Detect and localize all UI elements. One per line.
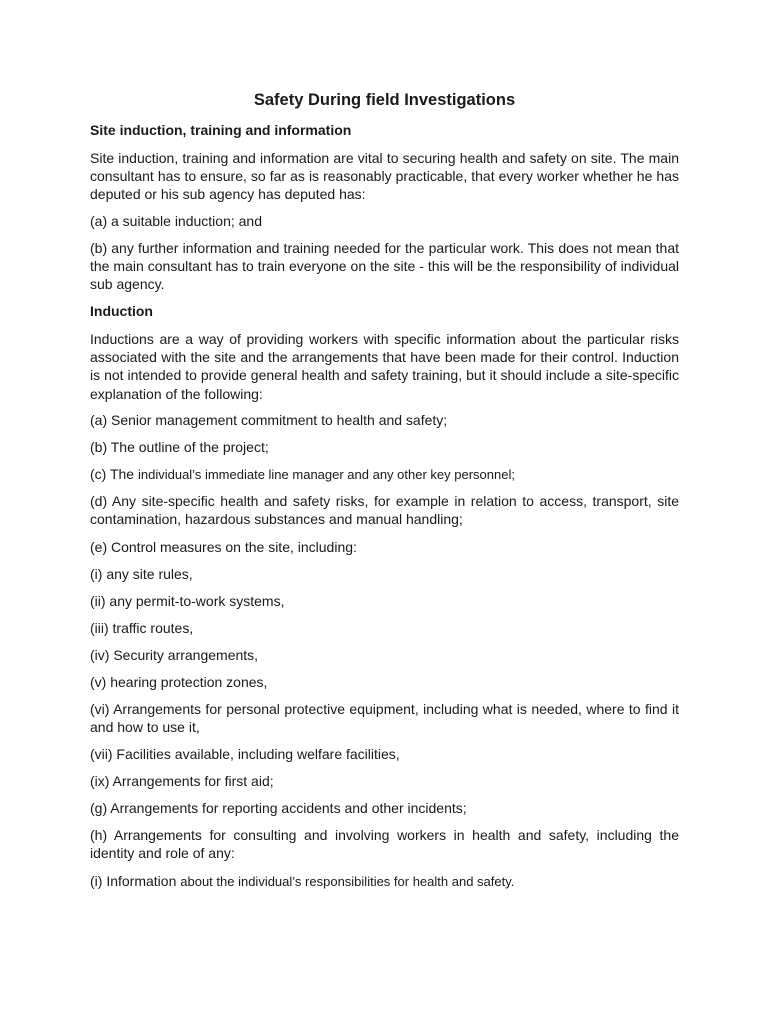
- list-item-a-suitable-induction: (a) a suitable induction; and: [90, 213, 262, 229]
- paragraph-site-induction: Site induction, training and information are vital to securing health and safety on site. The main consultant has to ensure, so far as is reasonably practicable, that every worker whether he has deputed or his sub agency has deputed has:: [90, 150, 679, 203]
- list-item-ii-permit: (ii) any permit-to-work systems,: [90, 593, 285, 609]
- list-item-c-prefix: (c) The: [90, 466, 138, 482]
- list-item-ix-first-aid: (ix) Arrangements for first aid;: [90, 773, 274, 789]
- section-heading-induction: Induction: [90, 303, 153, 319]
- list-item-vi-ppe: (vi) Arrangements for personal protective equipment, including what is needed, where to find it and how to use it,: [90, 701, 679, 736]
- list-item-vii-facilities: (vii) Facilities available, including welfare facilities,: [90, 746, 400, 762]
- list-item-i-responsibilities: [90, 872, 679, 891]
- list-item-c-line-manager: [90, 465, 679, 484]
- list-item-g-reporting: (g) Arrangements for reporting accidents and other incidents;: [90, 800, 467, 816]
- list-item-a-senior-management: (a) Senior management commitment to health and safety;: [90, 412, 448, 428]
- list-item-c-text: individual’s immediate line manager and any other key personnel;: [137, 467, 515, 482]
- list-item-i-prefix: (i) Information: [90, 873, 181, 889]
- document-title: Safety During field Investigations: [253, 91, 516, 109]
- list-item-i-site-rules: (i) any site rules,: [90, 566, 193, 582]
- list-item-h-consulting: (h) Arrangements for consulting and involving workers in health and safety, including the identity and role of any:: [90, 827, 679, 862]
- list-item-b-further-information: (b) any further information and training needed for the particular work. This does not mean that the main consultant has to train everyone on the site - this will be the responsibility of individual sub agency.: [90, 240, 679, 293]
- list-item-iv-security: (iv) Security arrangements,: [90, 647, 259, 663]
- section-heading-site-induction: Site induction, training and information: [90, 122, 352, 138]
- list-item-i-text: about the individual’s responsibilities for health and safety.: [180, 874, 515, 889]
- paragraph-induction: Inductions are a way of providing workers with specific information about the particular risks associated with the site and the arrangements that have been made for their control. Induction is not intended to provide general health and safety training, but it should include a site-specific explanation of the following:: [90, 331, 679, 402]
- list-item-b-outline: (b) The outline of the project;: [90, 439, 269, 455]
- list-item-e-control-measures: (e) Control measures on the site, including:: [90, 539, 357, 555]
- list-item-iii-traffic: (iii) traffic routes,: [90, 620, 194, 636]
- list-item-d-risks: (d) Any site-specific health and safety risks, for example in relation to access, transport, site contamination, hazardous substances and manual handling;: [90, 493, 679, 528]
- list-item-v-hearing: (v) hearing protection zones,: [90, 674, 268, 690]
